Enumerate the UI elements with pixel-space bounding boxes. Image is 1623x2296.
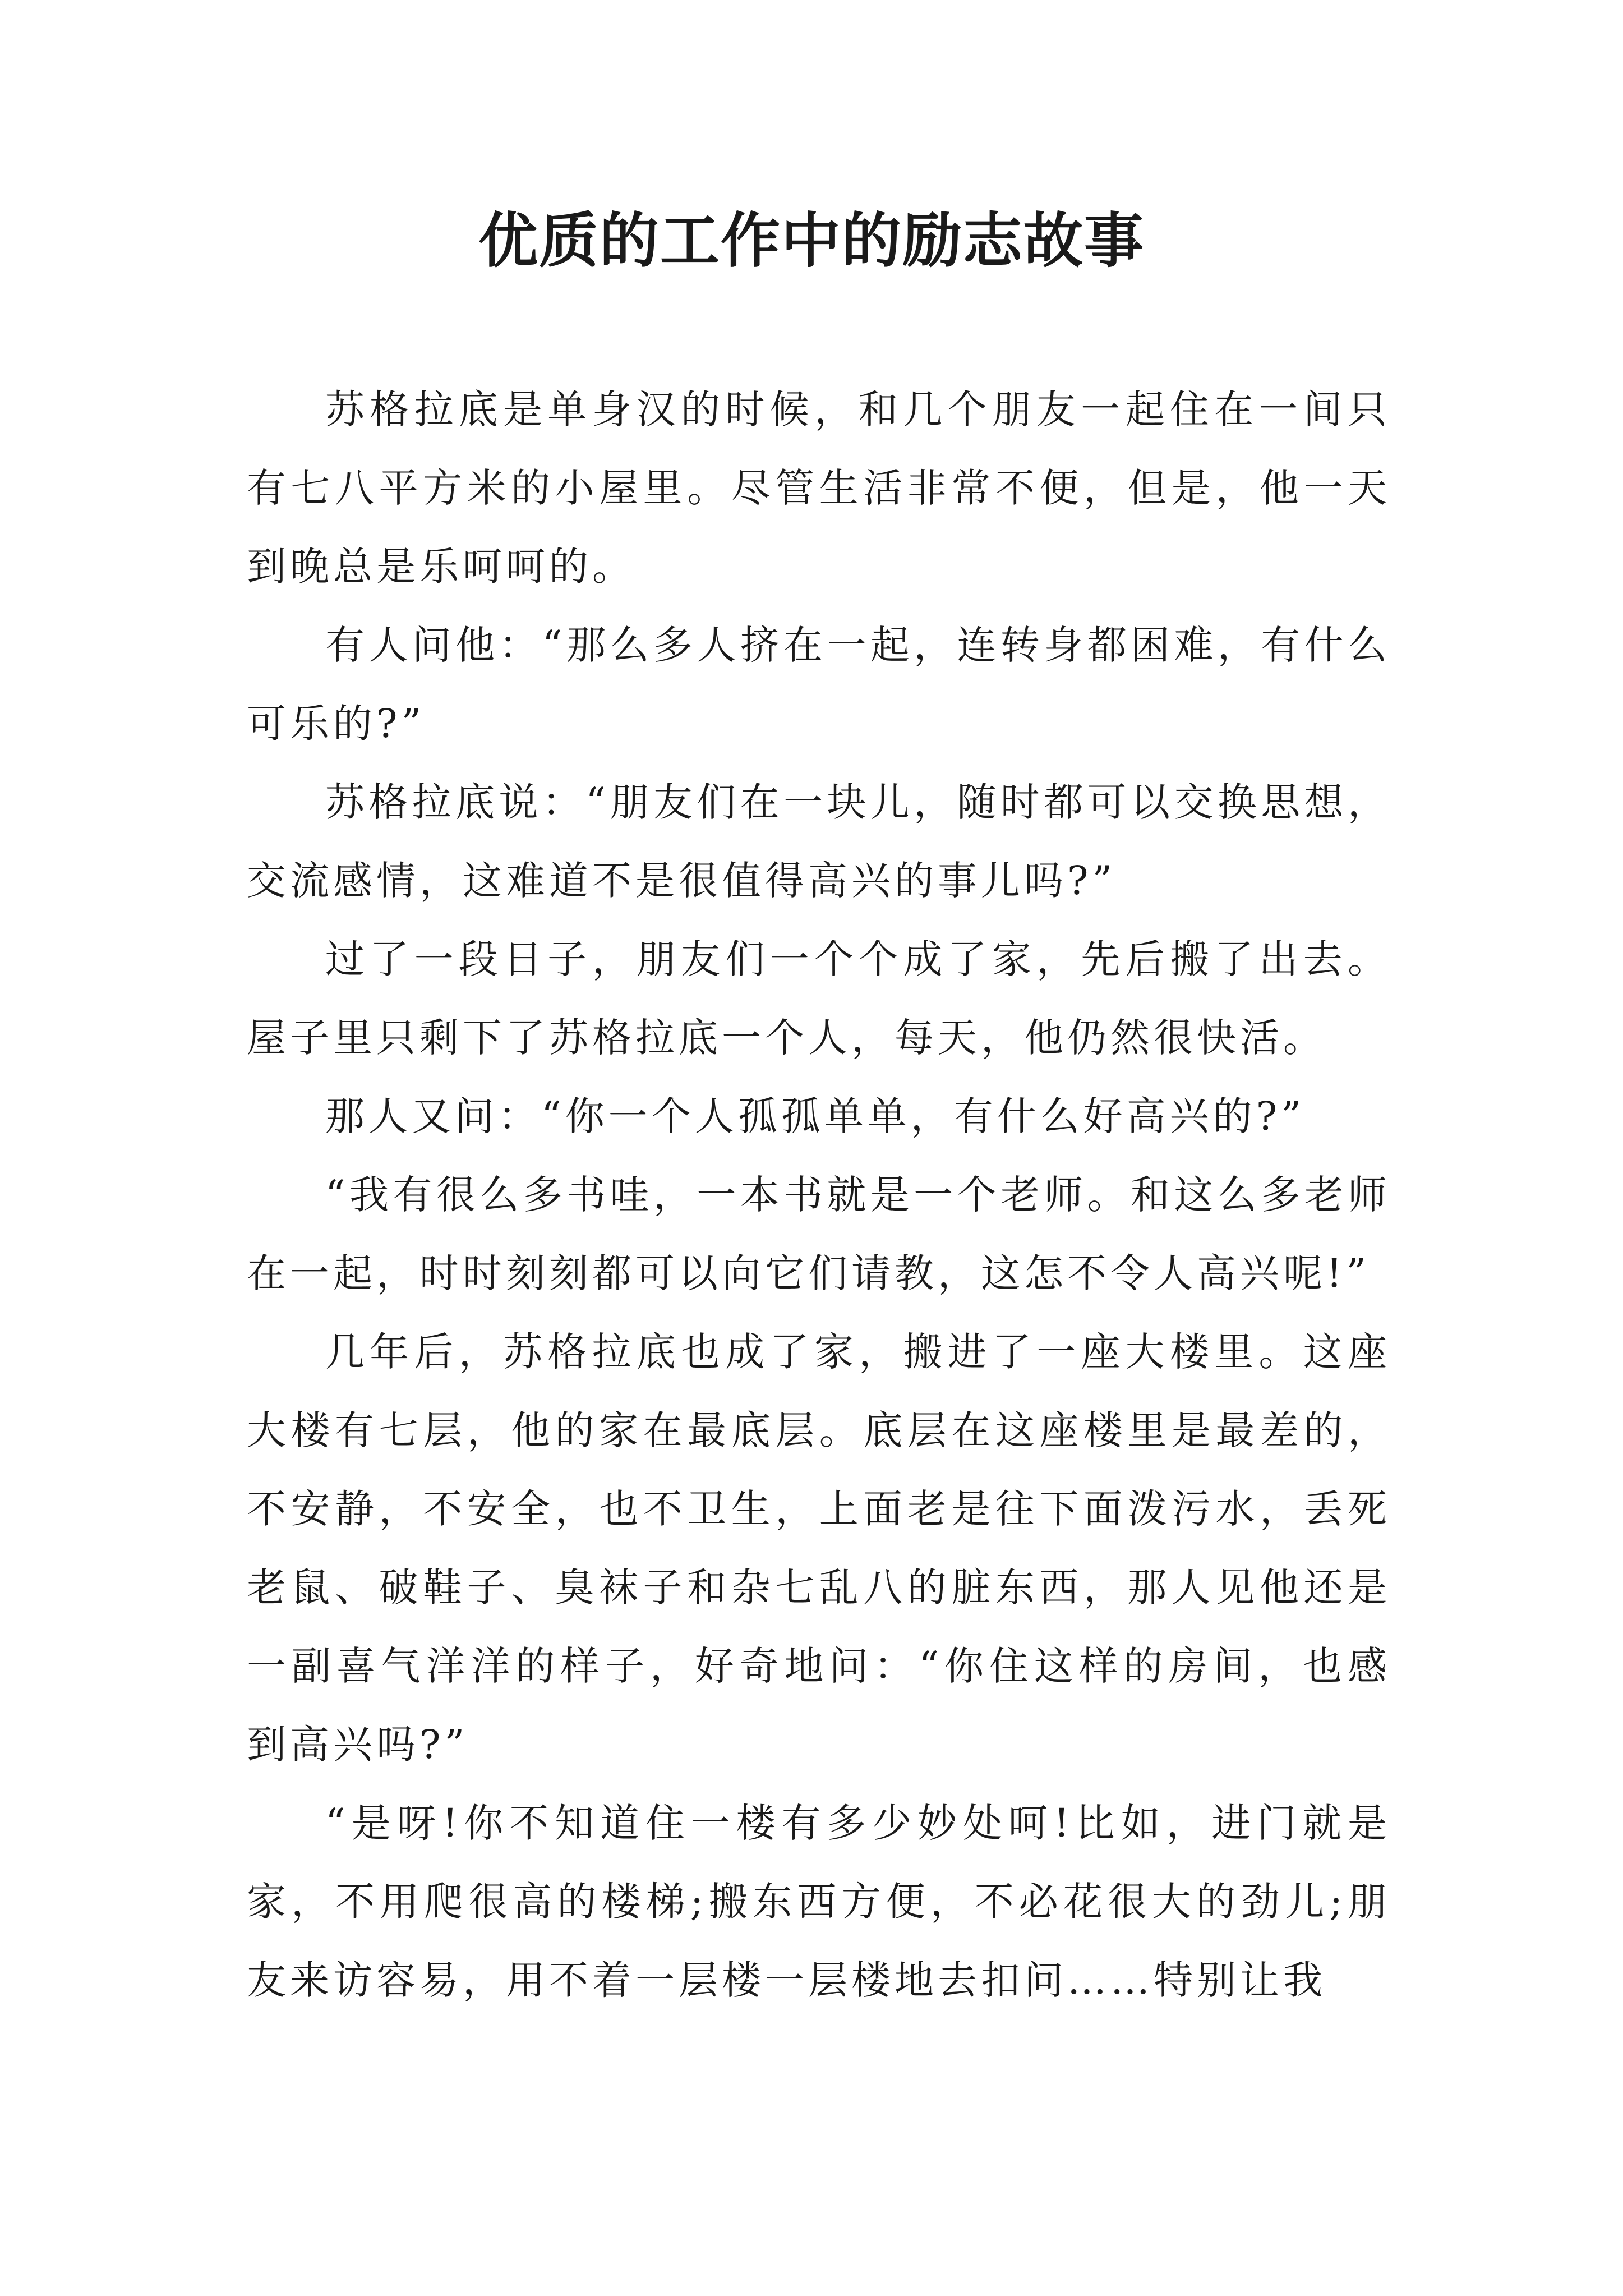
paragraph-5: 那人又问：“你一个人孤孤单单，有什么好高兴的?” <box>325 1093 1306 1139</box>
paragraph-8: “是呀!你不知道住一楼有多少妙处呵!比如，进门就是家，不用爬很高的楼梯;搬东西方便，不必花很大的劲儿;朋友来访容易，用不着一层楼一层楼地去扣问……特别让我 <box>247 1800 1391 2003</box>
document-title: 优质的工作中的励志故事 <box>478 206 1145 275</box>
paragraph-6: “我有很么多书哇，一本书就是一个老师。和这么多老师在一起，时时刻刻都可以向它们请教，这怎不令人高兴呢!” <box>247 1172 1391 1296</box>
paragraph-2: 有人问他：“那么多人挤在一起，连转身都困难，有什么可乐的?” <box>247 622 1391 747</box>
paragraph-3: 苏格拉底说：“朋友们在一块儿，随时都可以交换思想，交流感情，这难道不是很值得高兴的事儿吗?” <box>247 779 1391 904</box>
document-body <box>247 370 1391 2019</box>
paragraph-7: 几年后，苏格拉底也成了家，搬进了一座大楼里。这座大楼有七层，他的家在最底层。底层在这座楼里是最差的，不安静，不安全，也不卫生，上面老是往下面泼污水，丢死老鼠、破鞋子、臭袜子和杂七乱八的脏东西，那人见他还是一副喜气洋洋的样子，好奇地问：“你住这样的房间，也感到高兴吗?” <box>247 1329 1391 1768</box>
paragraph-4: 过了一段日子，朋友们一个个成了家，先后搬了出去。屋子里只剩下了苏格拉底一个人，每天，他仍然很快活。 <box>247 936 1391 1061</box>
paragraph-1: 苏格拉底是单身汉的时候，和几个朋友一起住在一间只有七八平方米的小屋里。尽管生活非常不便，但是，他一天到晚总是乐呵呵的。 <box>247 386 1391 590</box>
